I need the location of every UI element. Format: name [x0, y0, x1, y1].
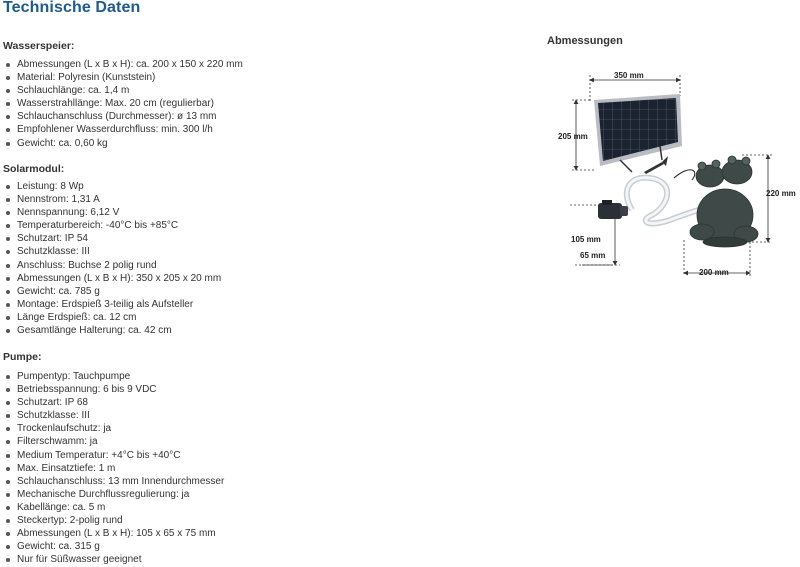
spec-item: Steckertyp: 2-polig rund — [0, 514, 224, 527]
spec-item: Schlauchanschluss: 13 mm Innendurchmesser — [0, 475, 224, 488]
spec-item: Schutzart: IP 68 — [0, 396, 224, 409]
dimension-label-figure-height: 220 mm — [766, 189, 796, 198]
dimension-figure — [550, 60, 800, 285]
spec-item: Länge Erdspieß: ca. 12 cm — [0, 311, 221, 324]
spec-item: Schutzklasse: III — [0, 245, 221, 258]
spec-item: Gewicht: ca. 785 g — [0, 285, 221, 298]
spec-item: Schutzart: IP 54 — [0, 232, 221, 245]
spec-item: Max. Einsatztiefe: 1 m — [0, 462, 224, 475]
figure-title: Abmessungen — [547, 35, 623, 47]
section-heading-solarmodul: Solarmodul: — [3, 163, 65, 175]
spec-item: Temperaturbereich: -40°C bis +85°C — [0, 219, 221, 232]
spec-item: Gewicht: ca. 0,60 kg — [0, 137, 243, 150]
spec-item: Medium Temperatur: +4°C bis +40°C — [0, 449, 224, 462]
page-title: Technische Daten — [3, 0, 141, 16]
solar-panel — [594, 94, 682, 172]
ground-spike — [644, 156, 668, 174]
spec-item: Empfohlener Wasserdurchfluss: min. 300 l/h — [0, 123, 243, 136]
frog-statue — [690, 156, 758, 247]
section-heading-pumpe: Pumpe: — [3, 351, 42, 363]
spec-item: Schutzklasse: III — [0, 409, 224, 422]
spec-item: Abmessungen (L x B x H): ca. 200 x 150 x 220 mm — [0, 58, 243, 71]
spec-list-solarmodul — [0, 180, 221, 337]
section-heading-wasserspeier: Wasserspeier: — [3, 40, 75, 52]
spec-item: Filterschwamm: ja — [0, 435, 224, 448]
spec-item: Anschluss: Buchse 2 polig rund — [0, 259, 221, 272]
spec-item: Wasserstrahllänge: Max. 20 cm (regulierbar) — [0, 97, 243, 110]
spec-item: Abmessungen (L x B x H): 105 x 65 x 75 mm — [0, 527, 224, 540]
spec-item: Betriebsspannung: 6 bis 9 VDC — [0, 383, 224, 396]
spec-item: Nur für Süßwasser geeignet — [0, 553, 224, 566]
spec-item: Leistung: 8 Wp — [0, 180, 221, 193]
spec-item: Gewicht: ca. 315 g — [0, 540, 224, 553]
dimension-label-pump-width: 65 mm — [580, 251, 606, 260]
spec-item: Gesamtlänge Halterung: ca. 42 cm — [0, 324, 221, 337]
dimension-label-panel-width: 350 mm — [614, 71, 644, 80]
spec-list-wasserspeier — [0, 58, 243, 150]
spec-item: Montage: Erdspieß 3-teilig als Aufsteller — [0, 298, 221, 311]
spec-item: Schlauchlänge: ca. 1,4 m — [0, 84, 243, 97]
spec-item: Pumpentyp: Tauchpumpe — [0, 370, 224, 383]
dimension-label-figure-width: 200 mm — [699, 268, 729, 277]
spec-item: Schlauchanschluss (Durchmesser): ø 13 mm — [0, 110, 243, 123]
spec-item: Nennspannung: 6,12 V — [0, 206, 221, 219]
dimension-label-panel-height: 205 mm — [558, 132, 588, 141]
spec-item: Trockenlaufschutz: ja — [0, 422, 224, 435]
spec-item: Kabellänge: ca. 5 m — [0, 501, 224, 514]
spec-item: Abmessungen (L x B x H): 350 x 205 x 20 mm — [0, 272, 221, 285]
dimension-label-pump-height: 105 mm — [571, 235, 601, 244]
spec-item: Material: Polyresin (Kunststein) — [0, 71, 243, 84]
spec-item: Mechanische Durchflussregulierung: ja — [0, 488, 224, 501]
spec-item: Nennstrom: 1,31 A — [0, 193, 221, 206]
pump — [598, 200, 628, 219]
spec-list-pumpe — [0, 370, 224, 566]
